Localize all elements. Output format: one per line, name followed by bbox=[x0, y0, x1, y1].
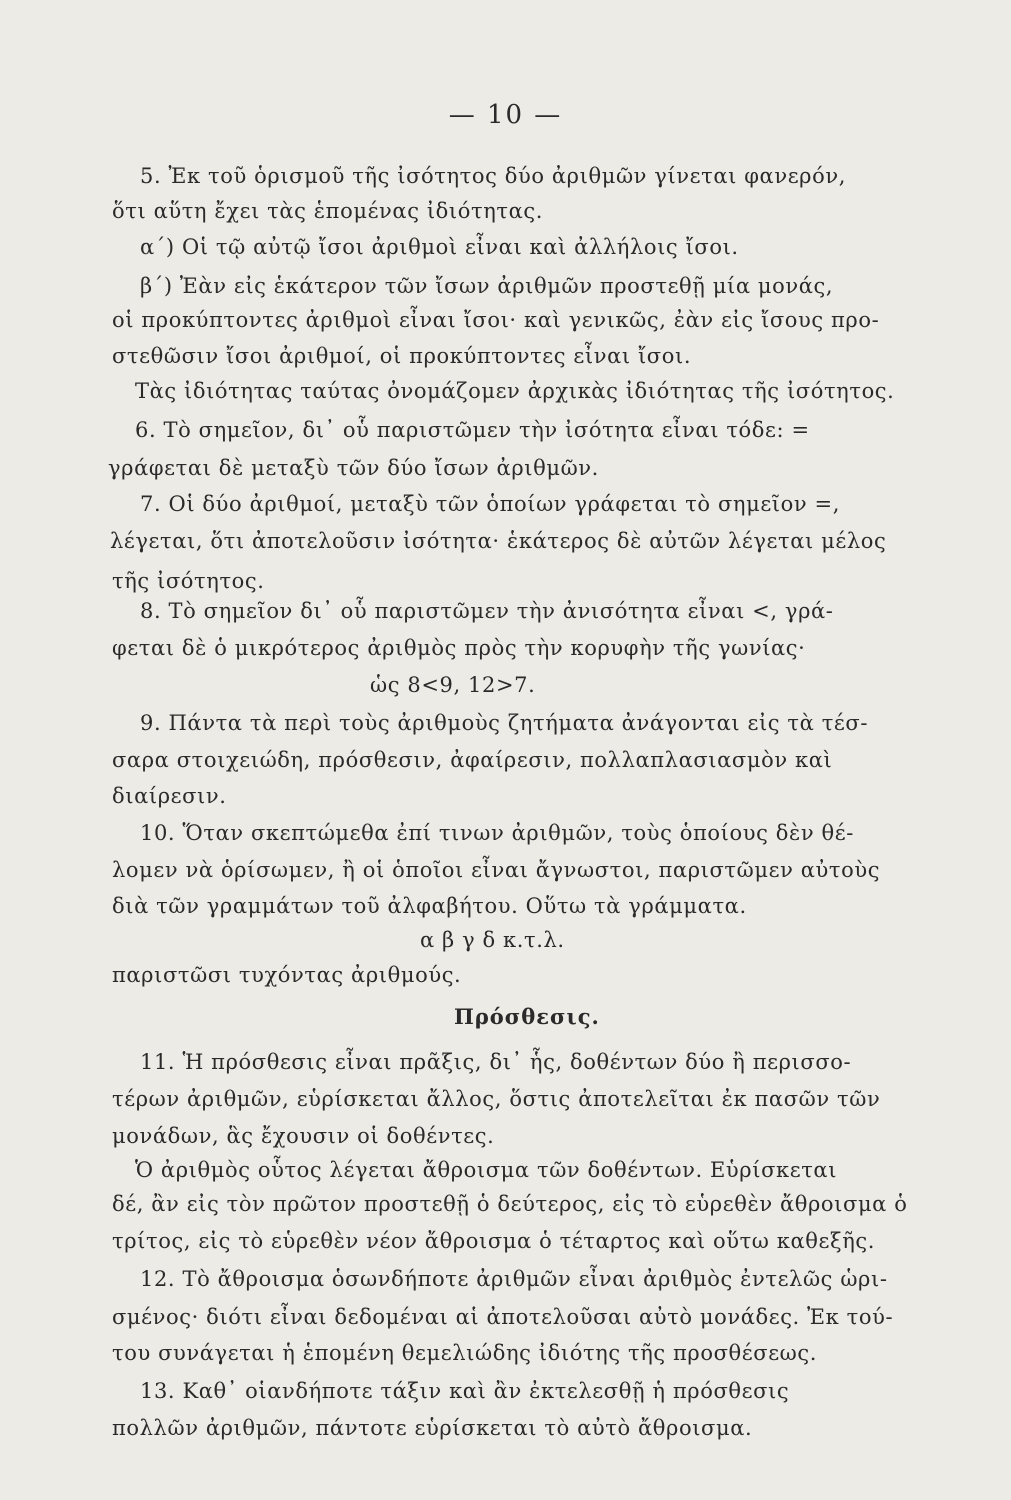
text-line: β΄) Ἐὰν εἰς ἑκάτερον τῶν ἴσων ἀριθμῶν προστεθῇ μία μονάς, bbox=[140, 274, 834, 298]
text-line: 10. Ὅταν σκεπτώμεθα ἐπί τινων ἀριθμῶν, τοὺς ὁποίους δὲν θέ- bbox=[140, 821, 854, 845]
text-line: διὰ τῶν γραμμάτων τοῦ ἀλφαβήτου. Οὕτω τὰ γράμματα. bbox=[112, 894, 747, 918]
text-line: 12. Τὸ ἄθροισμα ὁσωνδήποτε ἀριθμῶν εἶναι ἀριθμὸς ἐντελῶς ὡρι- bbox=[140, 1267, 888, 1291]
text-line: διαίρεσιν. bbox=[112, 784, 227, 808]
text-line: τέρων ἀριθμῶν, εὑρίσκεται ἄλλος, ὅστις ἀποτελεῖται ἐκ πασῶν τῶν bbox=[112, 1087, 881, 1111]
text-line: γράφεται δὲ μεταξὺ τῶν δύο ἴσων ἀριθμῶν. bbox=[108, 456, 599, 480]
text-line: παριστῶσι τυχόντας ἀριθμούς. bbox=[112, 963, 462, 987]
text-line: α β γ δ κ.τ.λ. bbox=[420, 928, 565, 952]
text-line: οἱ προκύπτοντες ἀριθμοὶ εἶναι ἴσοι· καὶ γενικῶς, ἐὰν εἰς ἴσους προ- bbox=[112, 308, 880, 332]
text-line: 8. Τὸ σημεῖον δι᾽ οὗ παριστῶμεν τὴν ἀνισότητα εἶναι <, γρά- bbox=[140, 599, 834, 623]
text-line: σμένος· διότι εἶναι δεδομέναι αἱ ἀποτελοῦσαι αὐτὸ μονάδες. Ἐκ τού- bbox=[112, 1305, 894, 1329]
text-line: τῆς ἰσότητος. bbox=[112, 569, 265, 593]
text-line: λομεν νὰ ὁρίσωμεν, ἢ οἱ ὁποῖοι εἶναι ἄγνωστοι, παριστῶμεν αὐτοὺς bbox=[112, 858, 881, 882]
section-heading: Πρόσθεσις. bbox=[454, 1004, 600, 1029]
text-line: 6. Τὸ σημεῖον, δι᾽ οὗ παριστῶμεν τὴν ἰσότητα εἶναι τόδε: = bbox=[135, 418, 810, 442]
text-line: στεθῶσιν ἴσοι ἀριθμοί, οἱ προκύπτοντες εἶναι ἴσοι. bbox=[112, 344, 692, 368]
text-line: τρίτος, εἰς τὸ εὑρεθὲν νέον ἄθροισμα ὁ τέταρτος καὶ οὕτω καθεξῆς. bbox=[112, 1229, 876, 1253]
text-line: του συνάγεται ἡ ἑπομένη θεμελιώδης ἰδιότης τῆς προσθέσεως. bbox=[112, 1341, 818, 1365]
text-line: 5. Ἐκ τοῦ ὁρισμοῦ τῆς ἰσότητος δύο ἀριθμῶν γίνεται φανερόν, bbox=[140, 164, 847, 188]
text-line: 13. Καθ᾽ οἱανδήποτε τάξιν καὶ ἂν ἐκτελεσθῇ ἡ πρόσθεσις bbox=[140, 1379, 790, 1403]
text-line: μονάδων, ἃς ἔχουσιν οἱ δοθέντες. bbox=[112, 1124, 495, 1148]
text-line: πολλῶν ἀριθμῶν, πάντοτε εὑρίσκεται τὸ αὐτὸ ἄθροισμα. bbox=[112, 1416, 753, 1440]
text-line: 11. Ἡ πρόσθεσις εἶναι πρᾶξις, δι᾽ ἧς, δοθέντων δύο ἢ περισσο- bbox=[140, 1050, 852, 1074]
text-line: δέ, ἂν εἰς τὸν πρῶτον προστεθῇ ὁ δεύτερος, εἰς τὸ εὑρεθὲν ἄθροισμα ὁ bbox=[112, 1192, 908, 1216]
text-line: ὡς 8<9, 12>7. bbox=[370, 673, 536, 697]
text-line: α΄) Οἱ τῷ αὐτῷ ἴσοι ἀριθμοὶ εἶναι καὶ ἀλλήλοις ἴσοι. bbox=[140, 235, 739, 259]
text-line: λέγεται, ὅτι ἀποτελοῦσιν ἰσότητα· ἑκάτερος δὲ αὐτῶν λέγεται μέλος bbox=[110, 529, 887, 553]
text-line: ὅτι αὕτη ἔχει τὰς ἑπομένας ἰδιότητας. bbox=[112, 199, 544, 223]
text-line: 9. Πάντα τὰ περὶ τοὺς ἀριθμοὺς ζητήματα ἀνάγονται εἰς τὰ τέσ- bbox=[140, 711, 869, 735]
text-line: φεται δὲ ὁ μικρότερος ἀριθμὸς πρὸς τὴν κορυφὴν τῆς γωνίας· bbox=[112, 636, 806, 660]
text-line: σαρα στοιχειώδη, πρόσθεσιν, ἀφαίρεσιν, πολλαπλασιασμὸν καὶ bbox=[112, 748, 833, 772]
text-line: 7. Οἱ δύο ἀριθμοί, μεταξὺ τῶν ὁποίων γράφεται τὸ σημεῖον =, bbox=[140, 492, 840, 516]
text-line: Ὁ ἀριθμὸς οὗτος λέγεται ἄθροισμα τῶν δοθέντων. Εὑρίσκεται bbox=[135, 1158, 838, 1182]
page-number: — 10 — bbox=[448, 100, 563, 130]
text-line: Τὰς ἰδιότητας ταύτας ὀνομάζομεν ἀρχικὰς ἰδιότητας τῆς ἰσότητος. bbox=[135, 379, 895, 403]
